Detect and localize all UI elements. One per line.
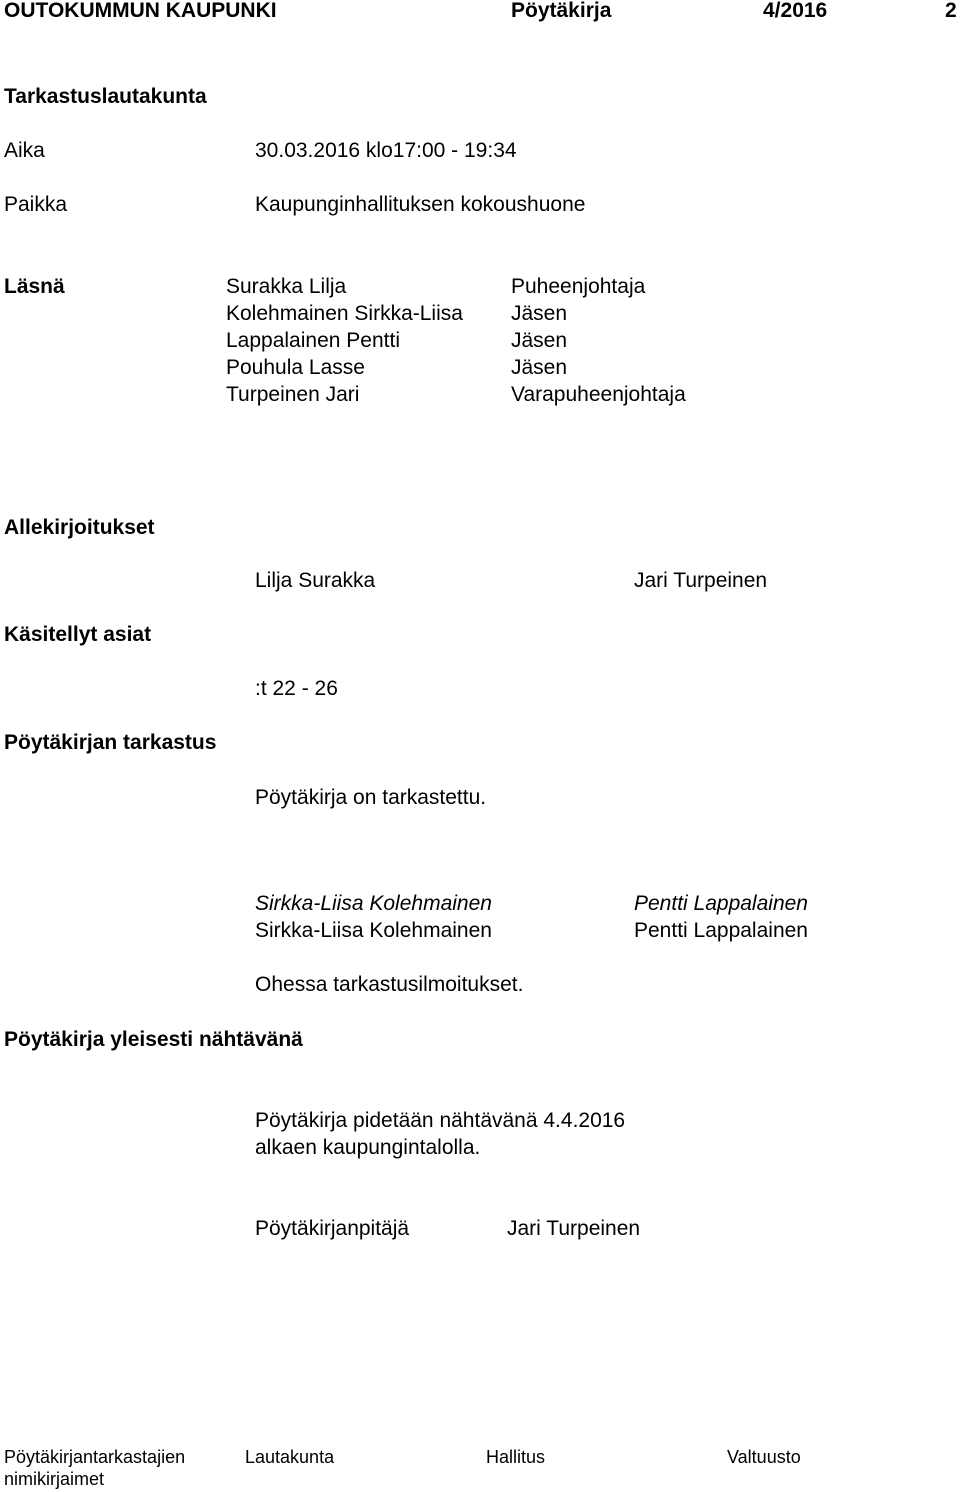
inspector1-name: Sirkka-Liisa Kolehmainen [255,919,492,942]
public-display-label: Pöytäkirja yleisesti nähtävänä [4,1028,303,1051]
inspection-label: Pöytäkirjan tarkastus [4,731,217,754]
minutes-keeper-label: Pöytäkirjanpitäjä [255,1217,410,1240]
minutes-keeper-name: Jari Turpeinen [507,1217,641,1240]
member-role: Puheenjohtaja [511,275,646,298]
footer-board: Lautakunta [245,1447,335,1467]
inspection-note: Ohessa tarkastusilmoitukset. [255,973,524,996]
page-number: 2 [945,0,957,22]
member-name: Turpeinen Jari [226,383,360,406]
member-role: Jäsen [511,329,568,352]
chair-signature: Lilja Surakka [255,569,376,592]
inspector1-signature: Sirkka-Liisa Kolehmainen [255,892,492,915]
place-label: Paikka [4,193,68,216]
member-name: Kolehmainen Sirkka-Liisa [226,302,463,325]
organization-name: OUTOKUMMUN KAUPUNKI [4,0,277,22]
time-value: 30.03.2016 klo17:00 - 19:34 [255,139,517,162]
footer-inspectors-initials [4,1446,185,1490]
public-display-line2: alkaen kaupungintalolla. [255,1136,481,1159]
member-name: Pouhula Lasse [226,356,365,379]
handled-items-label: Käsitellyt asiat [4,623,152,646]
inspection-text: Pöytäkirja on tarkastettu. [255,786,487,809]
member-role: Jäsen [511,356,568,379]
board-name: Tarkastuslautakunta [4,85,207,108]
inspector2-name: Pentti Lappalainen [634,919,808,942]
footer-inspectors-line1: Pöytäkirjantarkastajien [4,1447,186,1467]
time-label: Aika [4,139,45,162]
document-number: 4/2016 [763,0,828,22]
member-name: Surakka Lilja [226,275,347,298]
public-display-line1: Pöytäkirja pidetään nähtävänä 4.4.2016 [255,1109,626,1132]
present-label: Läsnä [4,275,65,298]
footer-inspectors-line2: nimikirjaimet [4,1469,105,1489]
document-type: Pöytäkirja [511,0,612,22]
footer-government: Hallitus [486,1447,546,1467]
signatures-label: Allekirjoitukset [4,516,155,539]
member-role: Varapuheenjohtaja [511,383,686,406]
member-role: Jäsen [511,302,568,325]
footer-council: Valtuusto [727,1447,801,1467]
place-value: Kaupunginhallituksen kokoushuone [255,193,586,216]
handled-items-value: :t 22 - 26 [255,677,338,700]
secretary-signature: Jari Turpeinen [634,569,768,592]
inspector2-signature: Pentti Lappalainen [634,892,808,915]
member-name: Lappalainen Pentti [226,329,400,352]
